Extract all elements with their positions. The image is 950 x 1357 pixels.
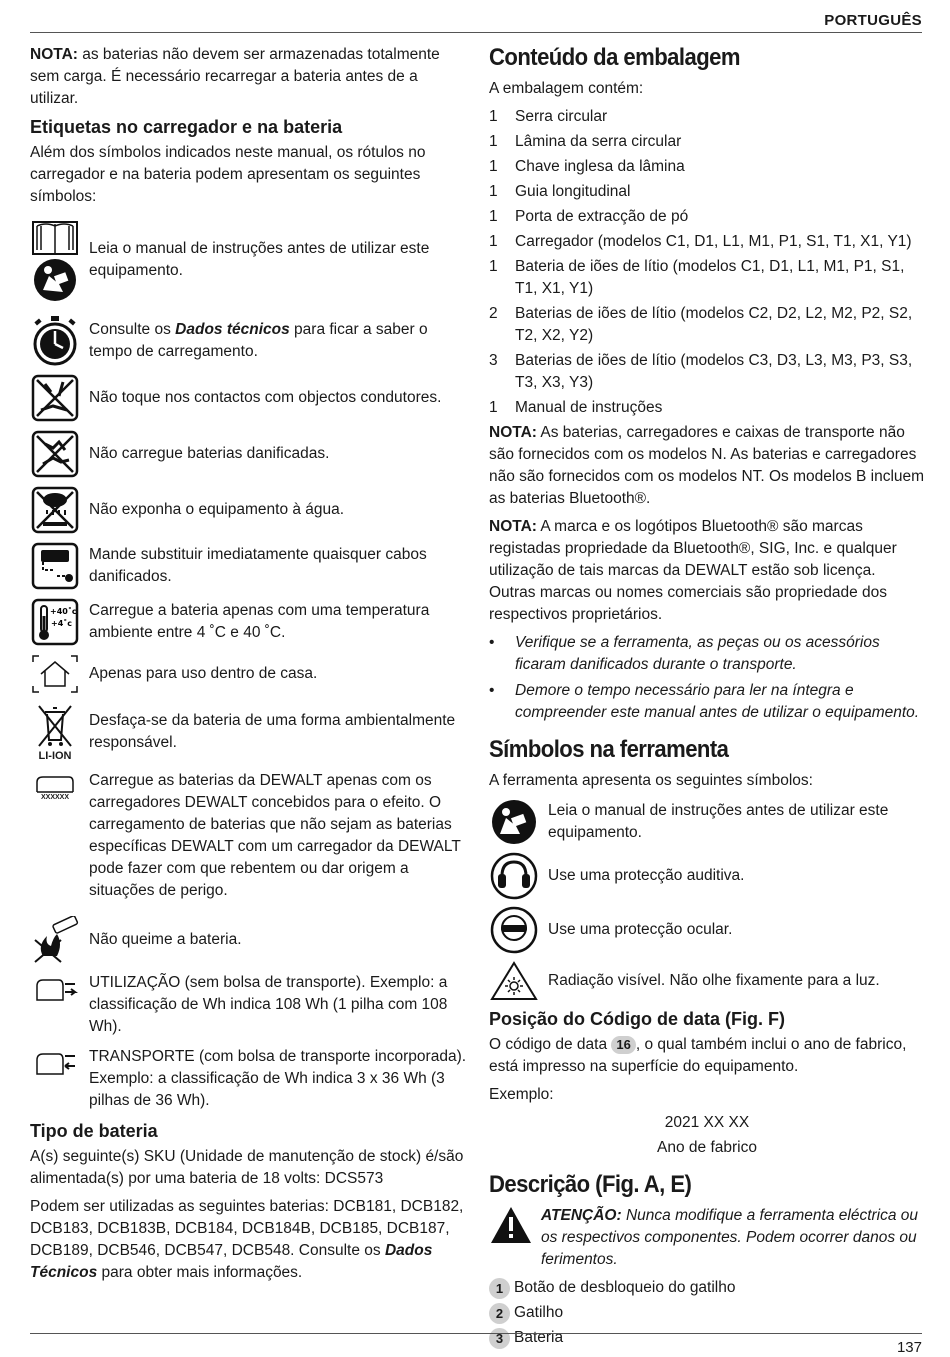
contents-text: Carregador (modelos C1, D1, L1, M1, P1, S1, T1, X1, Y1) <box>515 233 912 250</box>
no-water-icon <box>30 486 80 534</box>
models-note: NOTA: As baterias, carregadores e caixas de transporte não são fornecidos com os modelos N. As baterias e carregadores não são fornecidos com os modelos NT. Os modelos B incluem as baterias Bluetooth®. <box>489 424 925 507</box>
bullet-item <box>489 680 925 724</box>
symbol-technical-data <box>30 316 470 366</box>
contents-item <box>489 106 925 128</box>
contents-text: Bateria de iões de lítio (modelos C1, D1, L1, M1, P1, S1, T1, X1, Y1) <box>515 258 905 297</box>
contents-item <box>489 206 925 228</box>
bluetooth-note: NOTA: A marca e os logótipos Bluetooth® são marcas registadas propriedade da Bluetooth®, SIG, Inc. e qualquer utilização de tais marcas da DEWALT estão sob licença. Outras marcas ou nomes comerciais são propriedade dos respectivos proprietários. <box>489 518 897 623</box>
contents-list <box>489 106 925 419</box>
contents-item <box>489 303 925 347</box>
tool-symbol-hearing <box>489 852 925 900</box>
tool-symbol-read-manual <box>489 798 925 846</box>
part-item <box>489 1302 925 1324</box>
contents-text: Lâmina da serra circular <box>515 133 682 150</box>
indoor-text: Apenas para uso dentro de casa. <box>89 665 318 682</box>
symbol-indoor <box>30 654 470 694</box>
contents-item <box>489 181 925 203</box>
note-label: NOTA: <box>30 46 78 63</box>
contents-qty: 2 <box>489 305 498 322</box>
symbol-no-burn <box>30 916 470 964</box>
read-manual-icon <box>30 218 80 302</box>
example-caption: Ano de fabrico <box>657 1139 757 1156</box>
symbol-dewalt-only <box>30 770 470 902</box>
svg-text:+4˚c: +4˚c <box>51 619 73 628</box>
use-text: UTILIZAÇÃO (sem bolsa de transporte). Exemplo: a classificação de Wh indica 108 Wh (1 pilha com 108 Wh). <box>89 974 448 1035</box>
temperature-text: Carregue a bateria apenas com uma temperatura ambiente entre 4 ˚C e 40 ˚C. <box>89 602 430 641</box>
read-manual-text: Leia o manual de instruções antes de utilizar este equipamento. <box>89 240 430 279</box>
stopwatch-icon <box>30 316 80 366</box>
indoor-house-icon <box>30 654 80 694</box>
warning-block <box>489 1205 925 1271</box>
datecode-ref-badge: 16 <box>611 1036 635 1054</box>
contents-text: Manual de instruções <box>515 399 663 416</box>
technical-data-text: Consulte os Dados técnicos para ficar a saber o tempo de carregamento. <box>89 321 428 360</box>
description-heading: Descrição (Fig. A, E) <box>489 1171 692 1198</box>
bullet-list <box>489 632 925 724</box>
contents-qty: 1 <box>489 108 498 125</box>
tool-symbol-radiation <box>489 960 925 1002</box>
datecode-heading: Posição do Código de data (Fig. F) <box>489 1009 785 1029</box>
ear-protection-icon <box>489 852 539 900</box>
transport-text: TRANSPORTE (com bolsa de transporte incorporada). Exemplo: a classificação de Wh indica 3 x 36 Wh (3 pilhas de 36 Wh). <box>89 1048 467 1109</box>
no-damaged-battery-icon <box>30 430 80 478</box>
symbol-read-manual <box>30 218 470 302</box>
contents-qty: 1 <box>489 183 498 200</box>
contents-item <box>489 256 925 300</box>
dewalt-only-text: Carregue as baterias da DEWALT apenas com os carregadores DEWALT concebidos para o efeito. O carregamento de baterias que não sejam as baterias específicas DEWALT com um carregador da DEWALT pode fazer com que rebentem ou dar origem a situações de perigo. <box>89 772 461 899</box>
charger-icon <box>30 770 80 802</box>
labels-intro: Além dos símbolos indicados neste manual, os rótulos no carregador e na bateria podem apresentam os seguintes símbolos: <box>30 144 426 205</box>
contents-text: Porta de extracção de pó <box>515 208 689 225</box>
contents-item <box>489 231 925 253</box>
contents-qty: 1 <box>489 399 498 416</box>
part-number-badge: 3 <box>489 1328 510 1349</box>
no-burn-text: Não queime a bateria. <box>89 931 242 948</box>
radiation-text: Radiação visível. Não olhe fixamente para a luz. <box>548 972 880 989</box>
part-text: Gatilho <box>514 1304 564 1321</box>
left-column <box>30 44 470 1290</box>
part-item <box>489 1277 925 1299</box>
symbol-no-damaged <box>30 430 470 478</box>
contents-qty: 1 <box>489 208 498 225</box>
charger-code: XXXXXX <box>40 794 69 801</box>
part-number-badge: 2 <box>489 1303 510 1324</box>
language-header: PORTUGUÊS <box>824 12 922 29</box>
svg-text:+40˚c: +40˚c <box>50 607 77 616</box>
bullet-item <box>489 632 925 676</box>
contents-item <box>489 131 925 153</box>
tool-symbols-heading: Símbolos na ferramenta <box>489 736 729 763</box>
light-radiation-icon <box>489 960 539 1002</box>
contents-qty: 1 <box>489 158 498 175</box>
parts-list <box>489 1277 925 1349</box>
contents-text: Baterias de iões de lítio (modelos C3, D3, L3, M3, P3, S3, T3, X3, Y3) <box>515 352 913 391</box>
page-number: 137 <box>896 1339 922 1356</box>
example-label: Exemplo: <box>489 1086 554 1103</box>
li-ion-label: LI-ION <box>38 750 72 762</box>
symbol-temperature <box>30 598 470 646</box>
battery-transport-icon <box>30 1046 80 1076</box>
no-water-text: Não exponha o equipamento à água. <box>89 501 345 518</box>
warning-text: ATENÇÃO: Nunca modifique a ferramenta eléctrica ou os respectivos componentes. Podem ocorrer danos ou ferimentos. <box>541 1207 919 1268</box>
symbol-no-water <box>30 486 470 534</box>
symbol-dispose <box>30 702 470 762</box>
eye-protection-icon <box>489 906 539 954</box>
hearing-text: Use uma protecção auditiva. <box>548 867 745 884</box>
contents-qty: 1 <box>489 258 498 275</box>
tool-symbol-eye <box>489 906 925 954</box>
dispose-text: Desfaça-se da bateria de uma forma ambientalmente responsável. <box>89 712 456 751</box>
contents-item <box>489 350 925 394</box>
battery-type-text: A(s) seguinte(s) SKU (Unidade de manutenção de stock) é/são alimentada(s) por uma bateria de 18 volts: DCS573 <box>30 1148 464 1187</box>
tool-read-manual-text: Leia o manual de instruções antes de utilizar este equipamento. <box>548 802 889 841</box>
example-code: 2021 XX XX <box>664 1114 750 1131</box>
right-column <box>489 44 925 1352</box>
contents-qty: 1 <box>489 233 498 250</box>
read-manual-icon <box>489 798 539 846</box>
contents-text: Serra circular <box>515 108 608 125</box>
symbol-transport <box>30 1046 470 1112</box>
no-damaged-text: Não carregue baterias danificadas. <box>89 445 330 462</box>
tool-symbols-intro: A ferramenta apresenta os seguintes símbolos: <box>489 772 813 789</box>
battery-type-heading: Tipo de bateria <box>30 1121 158 1141</box>
no-fire-icon <box>30 916 80 964</box>
datecode-text: O código de data 16 , o qual também inclui o ano de fabrico, está impresso na superfície do equipamento. <box>489 1036 907 1075</box>
damaged-cable-icon <box>30 542 80 590</box>
contents-text: Guia longitudinal <box>515 183 631 200</box>
cables-text: Mande substituir imediatamente quaisquer cabos danificados. <box>89 546 427 585</box>
contents-text: Baterias de iões de lítio (modelos C2, D2, L2, M2, P2, S2, T2, X2, Y2) <box>515 305 913 344</box>
part-text: Botão de desbloqueio do gatilho <box>514 1279 736 1296</box>
contents-text: Chave inglesa da lâmina <box>515 158 685 175</box>
bullet-text: Demore o tempo necessário para ler na íntegra e compreender este manual antes de utilizar o equipamento. <box>515 682 920 721</box>
no-touch-text: Não toque nos contactos com objectos condutores. <box>89 389 442 406</box>
storage-note <box>30 44 470 110</box>
no-conductive-objects-icon <box>30 374 80 422</box>
contents-intro: A embalagem contém: <box>489 80 644 97</box>
contents-qty: 3 <box>489 352 498 369</box>
part-number-badge: 1 <box>489 1278 510 1299</box>
note-text: as baterias não devem ser armazenadas totalmente sem carga. É necessário recarregar a bateria antes de a utilizar. <box>30 46 440 107</box>
battery-use-icon <box>30 972 80 1002</box>
eye-text: Use uma protecção ocular. <box>548 921 733 938</box>
labels-heading: Etiquetas no carregador e na bateria <box>30 117 343 137</box>
symbol-no-touch-contacts <box>30 374 470 422</box>
contents-qty: 1 <box>489 133 498 150</box>
warning-icon <box>489 1205 541 1252</box>
footer-rule <box>30 1333 922 1334</box>
thermometer-icon <box>30 598 80 646</box>
contents-item <box>489 397 925 419</box>
symbol-use <box>30 972 470 1038</box>
crossed-bin-icon <box>30 702 80 762</box>
bullet-text: Verifique se a ferramenta, as peças ou os acessórios ficaram danificados durante o transporte. <box>515 634 880 673</box>
contents-item <box>489 156 925 178</box>
part-item <box>489 1327 925 1349</box>
part-text: Bateria <box>514 1329 564 1346</box>
symbol-cables <box>30 542 470 590</box>
contents-heading: Conteúdo da embalagem <box>489 44 740 71</box>
compatible-batteries: Podem ser utilizadas as seguintes baterias: DCB181, DCB182, DCB183, DCB183B, DCB184, DCB184B, DCB185, DCB187, DCB189, DCB546, DCB547, DCB548. Consulte os Dados Técnicos para obter mais informações. <box>30 1198 464 1281</box>
header-rule <box>30 32 922 33</box>
bullet-mark: • <box>489 634 495 651</box>
bullet-mark: • <box>489 682 495 699</box>
